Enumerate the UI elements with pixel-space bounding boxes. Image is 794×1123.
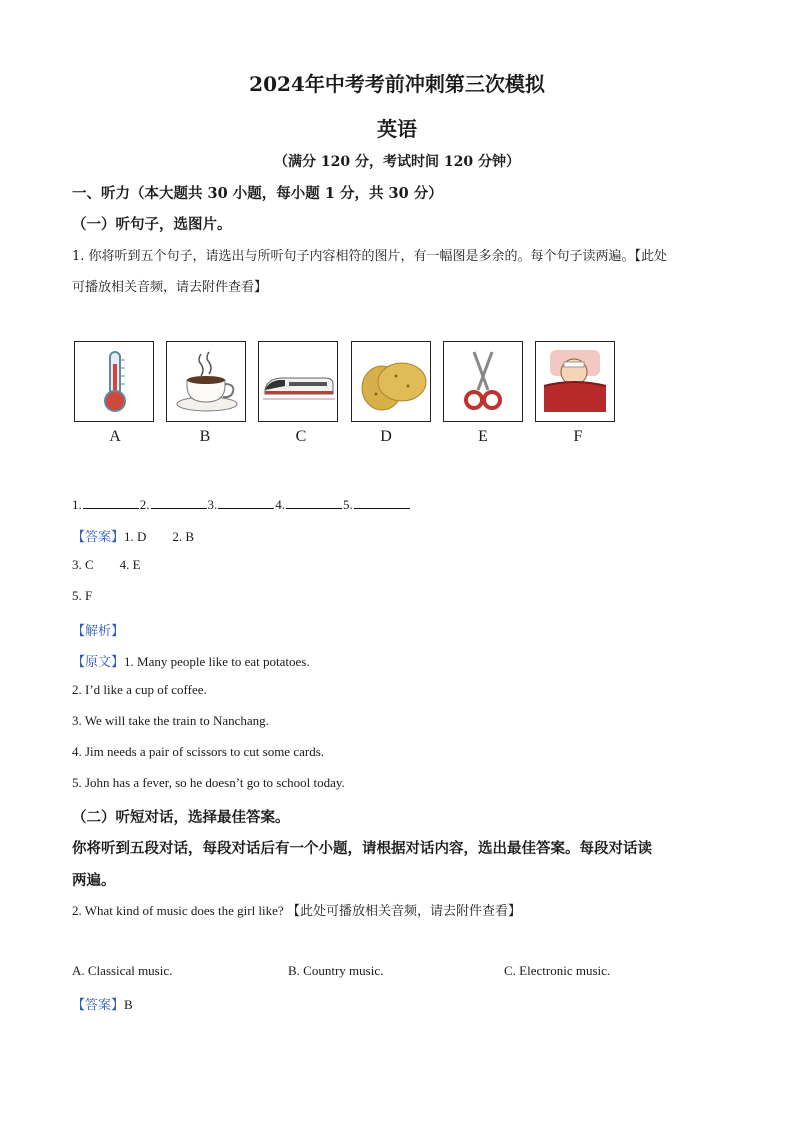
section-heading: 一、听力（本大题共 30 小题，每小题 1 分，共 30 分） (72, 185, 443, 202)
q2-answer-row (72, 994, 133, 1013)
picture-label-a: A (109, 428, 121, 445)
thermometer-icon (75, 342, 153, 421)
answer-5: 5. F (72, 588, 93, 603)
q2-option-a: A. Classical music. (72, 963, 173, 978)
q1-instruction-line2: 可播放相关音频，请去附件查看】 (72, 280, 268, 295)
blank-2[interactable] (151, 496, 207, 509)
exam-info: （满分 120 分，考试时间 120 分钟） (274, 154, 520, 170)
transcript-5: 5. John has a fever, so he doesn’t go to school today. (72, 775, 345, 790)
q1-instruction-line1: 1. 你将听到五个句子，请选出与所听句子内容相符的图片，有一幅图是多余的。每个句子读两遍。【此处 (72, 249, 668, 264)
answer-blanks (72, 496, 411, 513)
analysis-tag: 【解析】 (72, 624, 125, 639)
transcript-3: 3. We will take the train to Nanchang. (72, 713, 269, 728)
q2-option-b: B. Country music. (288, 963, 384, 978)
potatoes-icon (352, 342, 430, 421)
part2-instruction-line2: 两遍。 (72, 872, 116, 889)
blank-4[interactable] (286, 496, 342, 509)
picture-label-f: F (573, 428, 583, 445)
picture-label-b: B (199, 428, 211, 445)
blank-label-2: 2. (139, 497, 150, 512)
answer-1: 1. D (124, 529, 147, 544)
answers-row-1 (72, 526, 194, 545)
picture-e (443, 341, 523, 422)
part2-heading: （二）听短对话，选择最佳答案。 (72, 809, 290, 826)
picture-label-e: E (478, 428, 488, 445)
q2-option-c: C. Electronic music. (504, 963, 611, 978)
blank-1[interactable] (83, 496, 139, 509)
picture-d (351, 341, 431, 422)
picture-a (74, 341, 154, 422)
blank-label-4: 4. (275, 497, 285, 512)
coffee-cup-icon (167, 342, 245, 421)
transcript-1: 1. Many people like to eat potatoes. (124, 654, 310, 669)
exam-title: 2024年中考考前冲刺第三次模拟 (249, 72, 545, 96)
picture-c (258, 341, 338, 422)
original-tag: 【原文】 (72, 654, 125, 669)
transcript-line-1 (72, 651, 310, 670)
scissors-icon (444, 342, 522, 421)
train-icon (259, 342, 337, 421)
q2-answer-tag: 【答案】 (72, 997, 125, 1012)
q2-answer: B (124, 997, 133, 1012)
q2-question: 2. What kind of music does the girl like? 【此处可播放相关音频，请去附件查看】 (72, 903, 521, 918)
answer-4: 4. E (119, 557, 141, 572)
blank-label-1: 1. (72, 497, 82, 512)
picture-label-c: C (295, 428, 307, 445)
answers-row-2 (72, 557, 141, 573)
blank-5[interactable] (354, 496, 410, 509)
picture-label-d: D (380, 428, 392, 445)
picture-f (535, 341, 615, 422)
blank-label-5: 5. (343, 497, 353, 512)
answer-3: 3. C (72, 557, 94, 572)
part2-instruction-line1: 你将听到五段对话，每段对话后有一个小题，请根据对话内容，选出最佳答案。每段对话读 (72, 840, 652, 857)
blank-3[interactable] (218, 496, 274, 509)
subject-title: 英语 (377, 117, 417, 141)
answer-2: 2. B (172, 529, 195, 544)
part1-heading: （一）听句子，选图片。 (72, 216, 232, 233)
sick-person-icon (536, 342, 614, 421)
transcript-2: 2. I’d like a cup of coffee. (72, 682, 207, 697)
blank-label-3: 3. (207, 497, 218, 512)
transcript-4: 4. Jim needs a pair of scissors to cut some cards. (72, 744, 325, 759)
answers-row-3 (72, 588, 92, 604)
answer-tag: 【答案】 (72, 529, 125, 544)
picture-b (166, 341, 246, 422)
